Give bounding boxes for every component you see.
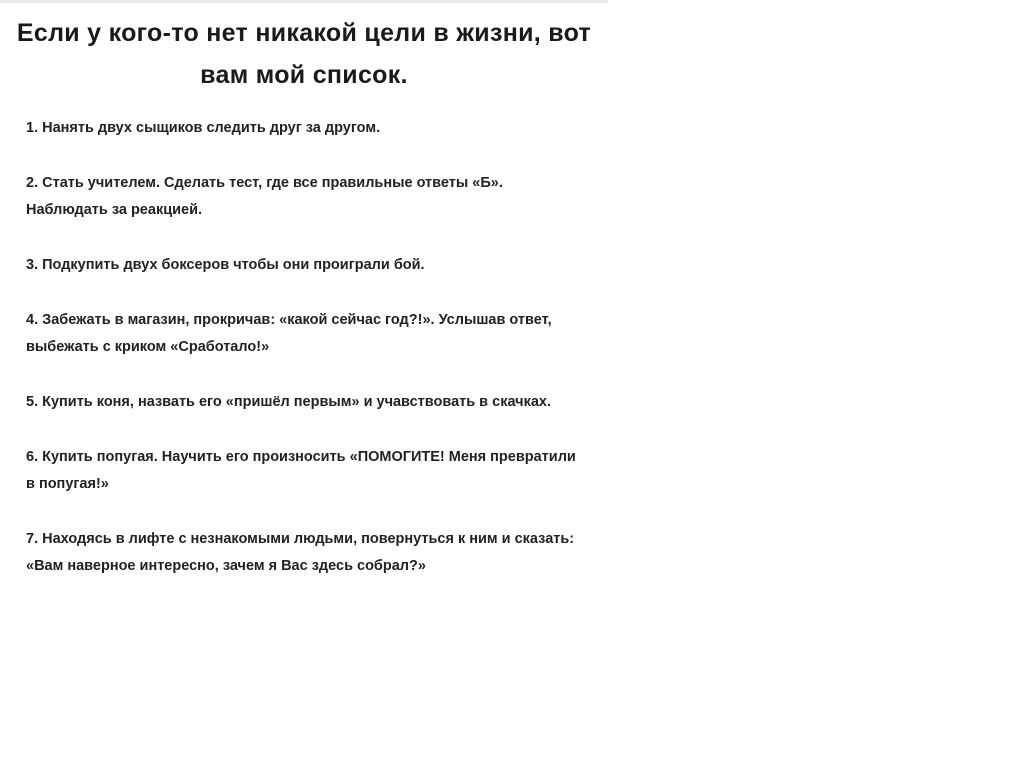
- goal-list: [26, 115, 586, 608]
- list-item: 7. Находясь в лифте с незнакомыми людьми, повернуться к ним и сказать: «Вам наверное интересно, зачем я Вас здесь собрал?»: [26, 531, 575, 574]
- list-item: 3. Подкупить двух боксеров чтобы они проиграли бой.: [26, 257, 425, 273]
- list-item: 6. Купить попугая. Научить его произносить «ПОМОГИТЕ! Меня превратили в попугая!»: [26, 449, 576, 492]
- page-title: Если у кого-то нет никакой цели в жизни, вот вам мой список.: [16, 19, 592, 89]
- list-item: 1. Нанять двух сыщиков следить друг за другом.: [26, 120, 381, 136]
- list-item: 4. Забежать в магазин, прокричав: «какой сейчас год?!». Услышав ответ, выбежать с криком «Сработало!»: [26, 312, 552, 355]
- top-divider: [0, 0, 608, 3]
- list-item: 2. Стать учителем. Сделать тест, где все правильные ответы «Б». Наблюдать за реакцией.: [26, 175, 503, 218]
- list-item: 5. Купить коня, назвать его «пришёл первым» и учавствовать в скачках.: [26, 394, 551, 410]
